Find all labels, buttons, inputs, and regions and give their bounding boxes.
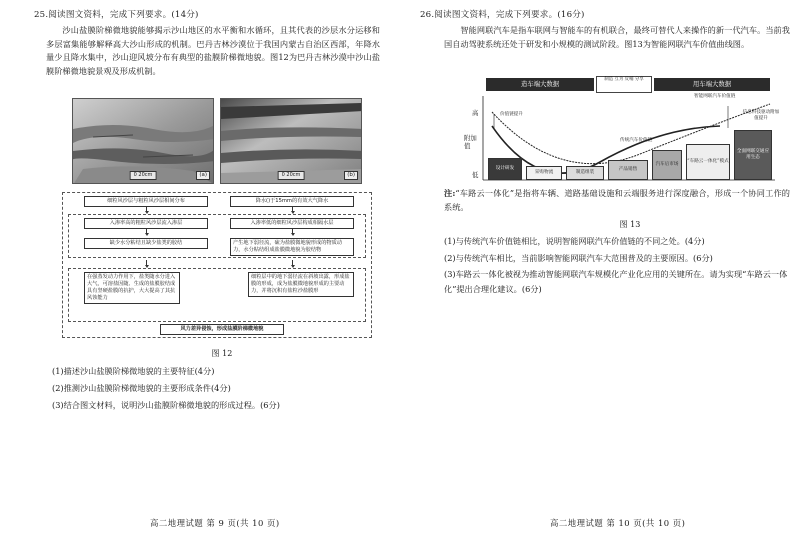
flow-mid1-right: 入渗率低的细粒风沙层构成相隔水层 xyxy=(230,218,354,229)
y-axis-high: 高 xyxy=(472,109,479,117)
flow-top-right: 降水()于15mm的有效大气降水 xyxy=(230,196,354,207)
flow-low-right: 细粒层中的地下弱径流在斜坡出露，形成盐膜的形成，成为盐膜微地貌形成的主要动力，并将沉积有盐粒沙盐膜形 xyxy=(248,272,354,297)
page-9-footer: 高二地理试题 第 9 页(共 10 页) xyxy=(150,518,280,528)
flow-arrow xyxy=(146,260,147,266)
stage-design: 设计研发 xyxy=(488,158,522,180)
formation-flowchart xyxy=(62,192,372,342)
note-tech-support: 信息科技驱动附加值提升 xyxy=(742,110,780,121)
question-26-2: (2)与传统汽车相比，当前影响智能网联汽车大范围普及的主要原因。(6分) xyxy=(444,253,713,263)
flow-arrow xyxy=(292,206,293,212)
question-25-1: (1)描述沙山盐膜阶梯微地貌的主要特征(4分) xyxy=(52,366,215,376)
question-26-passage xyxy=(444,24,790,51)
chart-note-prefix: 注: xyxy=(444,188,456,198)
stage-procurement: 采购物流 xyxy=(526,166,562,180)
flow-arrow xyxy=(292,260,293,266)
flow-low-left: 在强蒸发动力作用下，盐类随水分进入大气，可溶盐因随、生成的盐膜胶结成具有坚硬盐膜的抗护，大大提高了其抗风蚀能力 xyxy=(84,272,180,304)
question-26-subquestions xyxy=(444,233,790,297)
photo-b xyxy=(220,98,362,184)
chart-note xyxy=(444,187,790,214)
flow-arrow xyxy=(146,228,147,234)
photo-a xyxy=(72,98,214,184)
stage-aftermarket: 汽车后市场 xyxy=(652,150,682,180)
right-page xyxy=(400,0,800,537)
flow-arrow xyxy=(292,228,293,234)
y-axis-label: 附加值 xyxy=(464,134,477,150)
stage-vehicle-road-cloud: “车路云一体化”模式 xyxy=(686,144,730,180)
stage-ecosystem: 全面网联交通应用生态 xyxy=(734,130,772,180)
question-25-subquestions xyxy=(52,363,382,414)
question-25-passage xyxy=(46,24,380,78)
question-26-3: (3)车路云一体化被视为推动智能网联汽车规模化产业化应用的关键所在。请为实现“车路云一体化”提出合理化建议。(6分) xyxy=(444,269,788,294)
note-traditional-curve: 传统汽车价值链 xyxy=(620,138,653,143)
note-value-up: 价值链提升 xyxy=(500,112,523,117)
flow-arrow xyxy=(146,206,147,212)
question-26-1: (1)与传统汽车价值链相比，说明智能网联汽车价值链的不同之处。(4分) xyxy=(444,236,705,246)
question-25-2: (2)推测沙山盐膜阶梯微地貌的主要形成条件(4分) xyxy=(52,383,231,393)
flow-mid1-left: 入渗率高的粗粒风沙层流入渗层 xyxy=(84,218,208,229)
stage-sales: 产品销售 xyxy=(608,160,648,180)
question-25-title: 25.阅读图文资料，完成下列要求。(14分) xyxy=(34,10,199,20)
value-chain-chart xyxy=(464,76,780,186)
chart-left-header: 造车端大数据 xyxy=(486,78,594,91)
question-26-passage-text: 智能网联汽车是指车联网与智能车的有机联合，最终可替代人来操作的新一代汽车。当前我国自动驾驶系统还处于研发和小规模的测试阶段。图13为智能网联汽车价值曲线图。 xyxy=(444,25,790,49)
chart-middle-label: 制造 互为 反哺 分享 xyxy=(596,76,652,93)
photo-a-label: (a) xyxy=(196,171,210,180)
question-25-3: (3)结合图文材料，说明沙山盐膜阶梯微地貌的形成过程。(6分) xyxy=(52,400,280,410)
photo-a-scale: 0 20cm xyxy=(130,171,157,180)
photo-b-label: (b) xyxy=(344,171,358,180)
stage-manufacturing: 制造组装 xyxy=(566,166,604,180)
chart-right-header: 用车端大数据 xyxy=(654,78,770,91)
flow-mid2-right: 产生地下弱径流，硫为盐膜微地貌形成的物质动力，水分粘结组成盐膜微地貌为胶结物 xyxy=(230,238,354,256)
flow-mid2-left: 缺少水分粘结且缺少盐类的胶结 xyxy=(84,238,208,249)
question-26-title: 26.阅读图文资料，完成下列要求。(16分) xyxy=(420,10,585,20)
flow-bottom-result: 风力差异侵蚀，形成盐膜阶梯微地貌 xyxy=(160,324,284,335)
chart-note-text: “车路云一体化”是指将车辆、道路基础设施和云端服务进行深度融合，形成一个协同工作的系统。 xyxy=(444,188,790,212)
y-axis-low: 低 xyxy=(472,171,479,179)
note-smart-curve: 智能网联汽车价值链 xyxy=(694,94,736,99)
flow-top-left: 细粒风沙层与粗粒风沙层相间分布 xyxy=(84,196,208,207)
question-25-passage-text: 沙山盐膜阶梯微地貌能够揭示沙山地区的水平衡和水循环，且其代表的沙层水分运移和多层富集能够解释高大沙山形成的机制。巴丹吉林沙漠位于我国内蒙古自治区西部，年降水量少且降水集中，沙山迎风坡分布有典型的盐膜阶梯微地貌。图12为巴丹吉林沙漠中沙山盐膜阶梯微地貌景观及形成机制。 xyxy=(46,25,380,76)
photo-b-scale: 0 20cm xyxy=(278,171,305,180)
figure-12-caption: 图 12 xyxy=(211,349,233,358)
page-10-footer: 高二地理试题 第 10 页(共 10 页) xyxy=(550,518,686,528)
figure-13-caption: 图 13 xyxy=(619,220,641,229)
